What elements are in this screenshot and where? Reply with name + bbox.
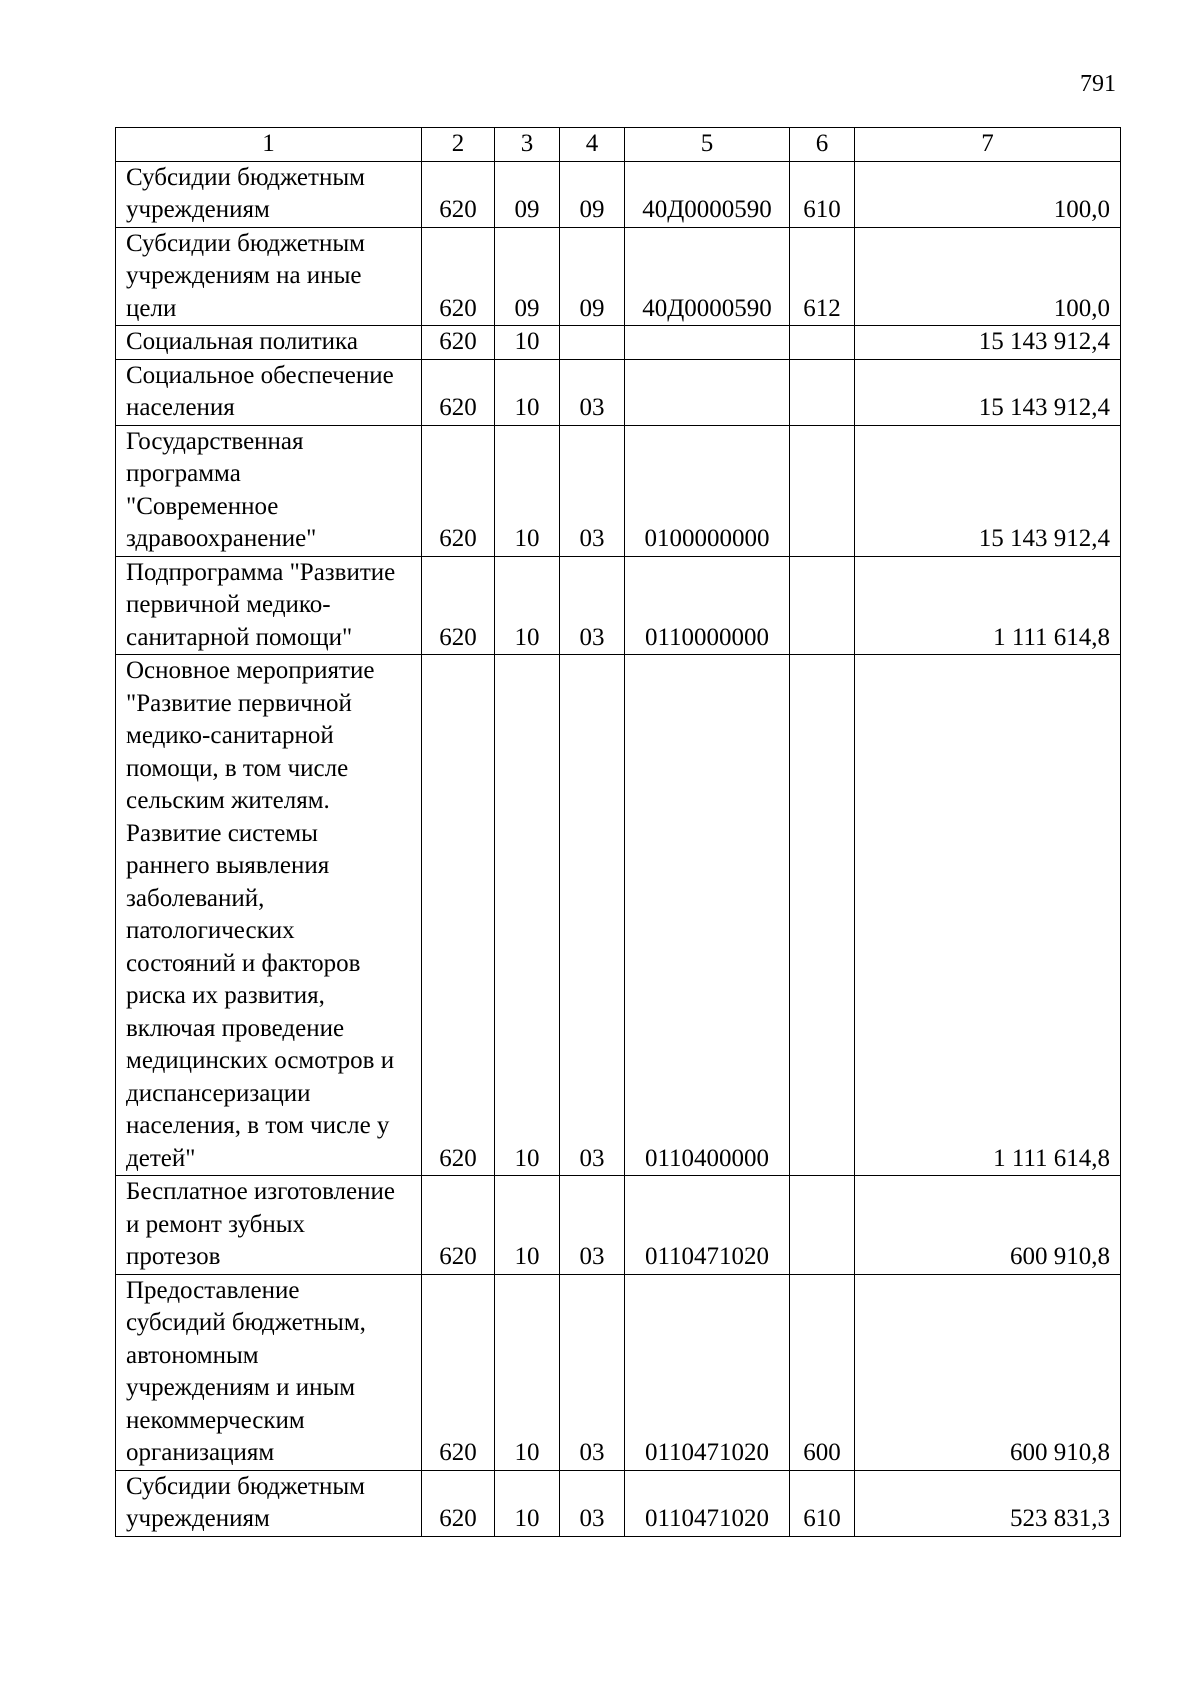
cell-description bbox=[116, 1274, 422, 1470]
cell-section-code: 10 bbox=[495, 556, 560, 655]
cell-subsection-code: 03 bbox=[560, 1274, 625, 1470]
description-line: Социальное обеспечение bbox=[126, 361, 394, 389]
cell-admin-code: 620 bbox=[422, 655, 495, 1176]
cell-target-article: 0110400000 bbox=[625, 655, 790, 1176]
table-row bbox=[116, 655, 1121, 1176]
cell-description bbox=[116, 655, 422, 1176]
cell-target-article: 0100000000 bbox=[625, 425, 790, 556]
cell-subsection-code: 03 bbox=[560, 1176, 625, 1275]
description-line: медико-санитарной bbox=[126, 722, 334, 749]
cell-subsection-code: 03 bbox=[560, 655, 625, 1176]
cell-admin-code: 620 bbox=[422, 1274, 495, 1470]
description-line: Субсидии бюджетным bbox=[126, 163, 365, 191]
cell-admin-code: 620 bbox=[422, 1176, 495, 1275]
description-line: Основное мероприятие bbox=[126, 657, 375, 684]
table-row bbox=[116, 1470, 1121, 1536]
cell-admin-code: 620 bbox=[422, 359, 495, 425]
table-row bbox=[116, 1274, 1121, 1470]
cell-expense-type bbox=[790, 326, 855, 360]
cell-description bbox=[116, 227, 422, 326]
column-header: 7 bbox=[855, 128, 1121, 162]
cell-description bbox=[116, 359, 422, 425]
column-header: 3 bbox=[495, 128, 560, 162]
description-line: Социальная политика bbox=[126, 328, 358, 355]
cell-admin-code: 620 bbox=[422, 326, 495, 360]
description-line: помощи, в том числе bbox=[126, 754, 349, 782]
description-line: автономным bbox=[126, 1341, 259, 1369]
description-line: субсидий бюджетным, bbox=[126, 1309, 366, 1336]
description-line: протезов bbox=[126, 1243, 221, 1270]
cell-section-code: 10 bbox=[495, 359, 560, 425]
cell-section-code: 10 bbox=[495, 326, 560, 360]
column-header: 2 bbox=[422, 128, 495, 162]
cell-amount: 600 910,8 bbox=[855, 1176, 1121, 1275]
cell-description bbox=[116, 326, 422, 360]
column-header: 6 bbox=[790, 128, 855, 162]
description-line: сельским жителям. bbox=[126, 787, 330, 814]
cell-target-article: 0110000000 bbox=[625, 556, 790, 655]
page-number: 791 bbox=[1080, 71, 1116, 97]
cell-amount: 15 143 912,4 bbox=[855, 425, 1121, 556]
cell-subsection-code: 03 bbox=[560, 1470, 625, 1536]
table-row bbox=[116, 161, 1121, 227]
cell-section-code: 10 bbox=[495, 425, 560, 556]
description-line: населения, в том числе у bbox=[126, 1112, 390, 1139]
cell-amount: 523 831,3 bbox=[855, 1470, 1121, 1536]
cell-expense-type bbox=[790, 1176, 855, 1275]
cell-target-article: 0110471020 bbox=[625, 1470, 790, 1536]
cell-admin-code: 620 bbox=[422, 1470, 495, 1536]
description-line: Предоставление bbox=[126, 1276, 300, 1304]
table-header-row bbox=[116, 128, 1121, 162]
cell-subsection-code: 03 bbox=[560, 359, 625, 425]
description-line: раннего выявления bbox=[126, 852, 330, 879]
cell-amount: 100,0 bbox=[855, 227, 1121, 326]
cell-section-code: 10 bbox=[495, 1470, 560, 1536]
description-line: организациям bbox=[126, 1439, 275, 1466]
cell-expense-type: 610 bbox=[790, 1470, 855, 1536]
description-line: детей" bbox=[126, 1144, 196, 1172]
column-header: 5 bbox=[625, 128, 790, 162]
cell-section-code: 10 bbox=[495, 1176, 560, 1275]
cell-amount: 100,0 bbox=[855, 161, 1121, 227]
cell-description bbox=[116, 556, 422, 655]
description-line: населения bbox=[126, 394, 235, 421]
description-line: Бесплатное изготовление bbox=[126, 1178, 395, 1205]
cell-target-article: 0110471020 bbox=[625, 1176, 790, 1275]
description-line: медицинских осмотров и bbox=[126, 1047, 395, 1074]
description-line: состояний и факторов bbox=[126, 949, 361, 977]
table-row bbox=[116, 326, 1121, 360]
cell-description bbox=[116, 1470, 422, 1536]
description-line: и ремонт зубных bbox=[126, 1210, 306, 1238]
cell-amount: 15 143 912,4 bbox=[855, 359, 1121, 425]
description-line: санитарной помощи" bbox=[126, 623, 353, 651]
cell-expense-type bbox=[790, 425, 855, 556]
description-line: учреждениям и иным bbox=[126, 1374, 356, 1401]
table-row bbox=[116, 227, 1121, 326]
description-line: включая проведение bbox=[126, 1014, 345, 1042]
cell-expense-type bbox=[790, 556, 855, 655]
description-line: патологических bbox=[126, 917, 295, 944]
description-line: программа bbox=[126, 460, 241, 487]
description-line: Субсидии бюджетным bbox=[126, 229, 365, 257]
cell-subsection-code: 09 bbox=[560, 161, 625, 227]
cell-subsection-code: 03 bbox=[560, 425, 625, 556]
description-line: первичной медико- bbox=[126, 591, 331, 618]
description-line: Подпрограмма "Развитие bbox=[126, 558, 396, 586]
column-header: 1 bbox=[116, 128, 422, 162]
description-line: учреждениям на иные bbox=[126, 262, 362, 289]
cell-amount: 1 111 614,8 bbox=[855, 556, 1121, 655]
description-line: некоммерческим bbox=[126, 1406, 305, 1434]
description-line: "Развитие первичной bbox=[126, 689, 352, 717]
cell-admin-code: 620 bbox=[422, 227, 495, 326]
table-row bbox=[116, 359, 1121, 425]
cell-amount: 15 143 912,4 bbox=[855, 326, 1121, 360]
cell-expense-type: 612 bbox=[790, 227, 855, 326]
description-line: цели bbox=[126, 294, 177, 322]
description-line: учреждениям bbox=[126, 1505, 270, 1532]
cell-expense-type bbox=[790, 655, 855, 1176]
cell-section-code: 09 bbox=[495, 227, 560, 326]
cell-description bbox=[116, 1176, 422, 1275]
cell-section-code: 10 bbox=[495, 655, 560, 1176]
cell-admin-code: 620 bbox=[422, 556, 495, 655]
cell-target-article: 40Д0000590 bbox=[625, 227, 790, 326]
column-header: 4 bbox=[560, 128, 625, 162]
description-line: здравоохранение" bbox=[126, 525, 317, 552]
cell-description bbox=[116, 425, 422, 556]
description-line: учреждениям bbox=[126, 196, 270, 223]
cell-target-article bbox=[625, 326, 790, 360]
cell-amount: 600 910,8 bbox=[855, 1274, 1121, 1470]
cell-admin-code: 620 bbox=[422, 161, 495, 227]
description-line: заболеваний, bbox=[126, 884, 265, 912]
cell-expense-type bbox=[790, 359, 855, 425]
cell-expense-type: 610 bbox=[790, 161, 855, 227]
cell-subsection-code bbox=[560, 326, 625, 360]
cell-subsection-code: 09 bbox=[560, 227, 625, 326]
table-row bbox=[116, 1176, 1121, 1275]
table-row bbox=[116, 556, 1121, 655]
cell-target-article bbox=[625, 359, 790, 425]
table-row bbox=[116, 425, 1121, 556]
description-line: Развитие системы bbox=[126, 819, 318, 847]
description-line: риска их развития, bbox=[126, 982, 325, 1009]
cell-subsection-code: 03 bbox=[560, 556, 625, 655]
description-line: Государственная bbox=[126, 427, 304, 455]
cell-section-code: 09 bbox=[495, 161, 560, 227]
description-line: Субсидии бюджетным bbox=[126, 1472, 365, 1500]
description-line: "Современное bbox=[126, 492, 279, 520]
cell-description bbox=[116, 161, 422, 227]
cell-target-article: 40Д0000590 bbox=[625, 161, 790, 227]
cell-section-code: 10 bbox=[495, 1274, 560, 1470]
cell-expense-type: 600 bbox=[790, 1274, 855, 1470]
cell-target-article: 0110471020 bbox=[625, 1274, 790, 1470]
cell-amount: 1 111 614,8 bbox=[855, 655, 1121, 1176]
description-line: диспансеризации bbox=[126, 1079, 311, 1107]
table-body bbox=[116, 128, 1121, 1537]
cell-admin-code: 620 bbox=[422, 425, 495, 556]
budget-table bbox=[115, 127, 1121, 1537]
